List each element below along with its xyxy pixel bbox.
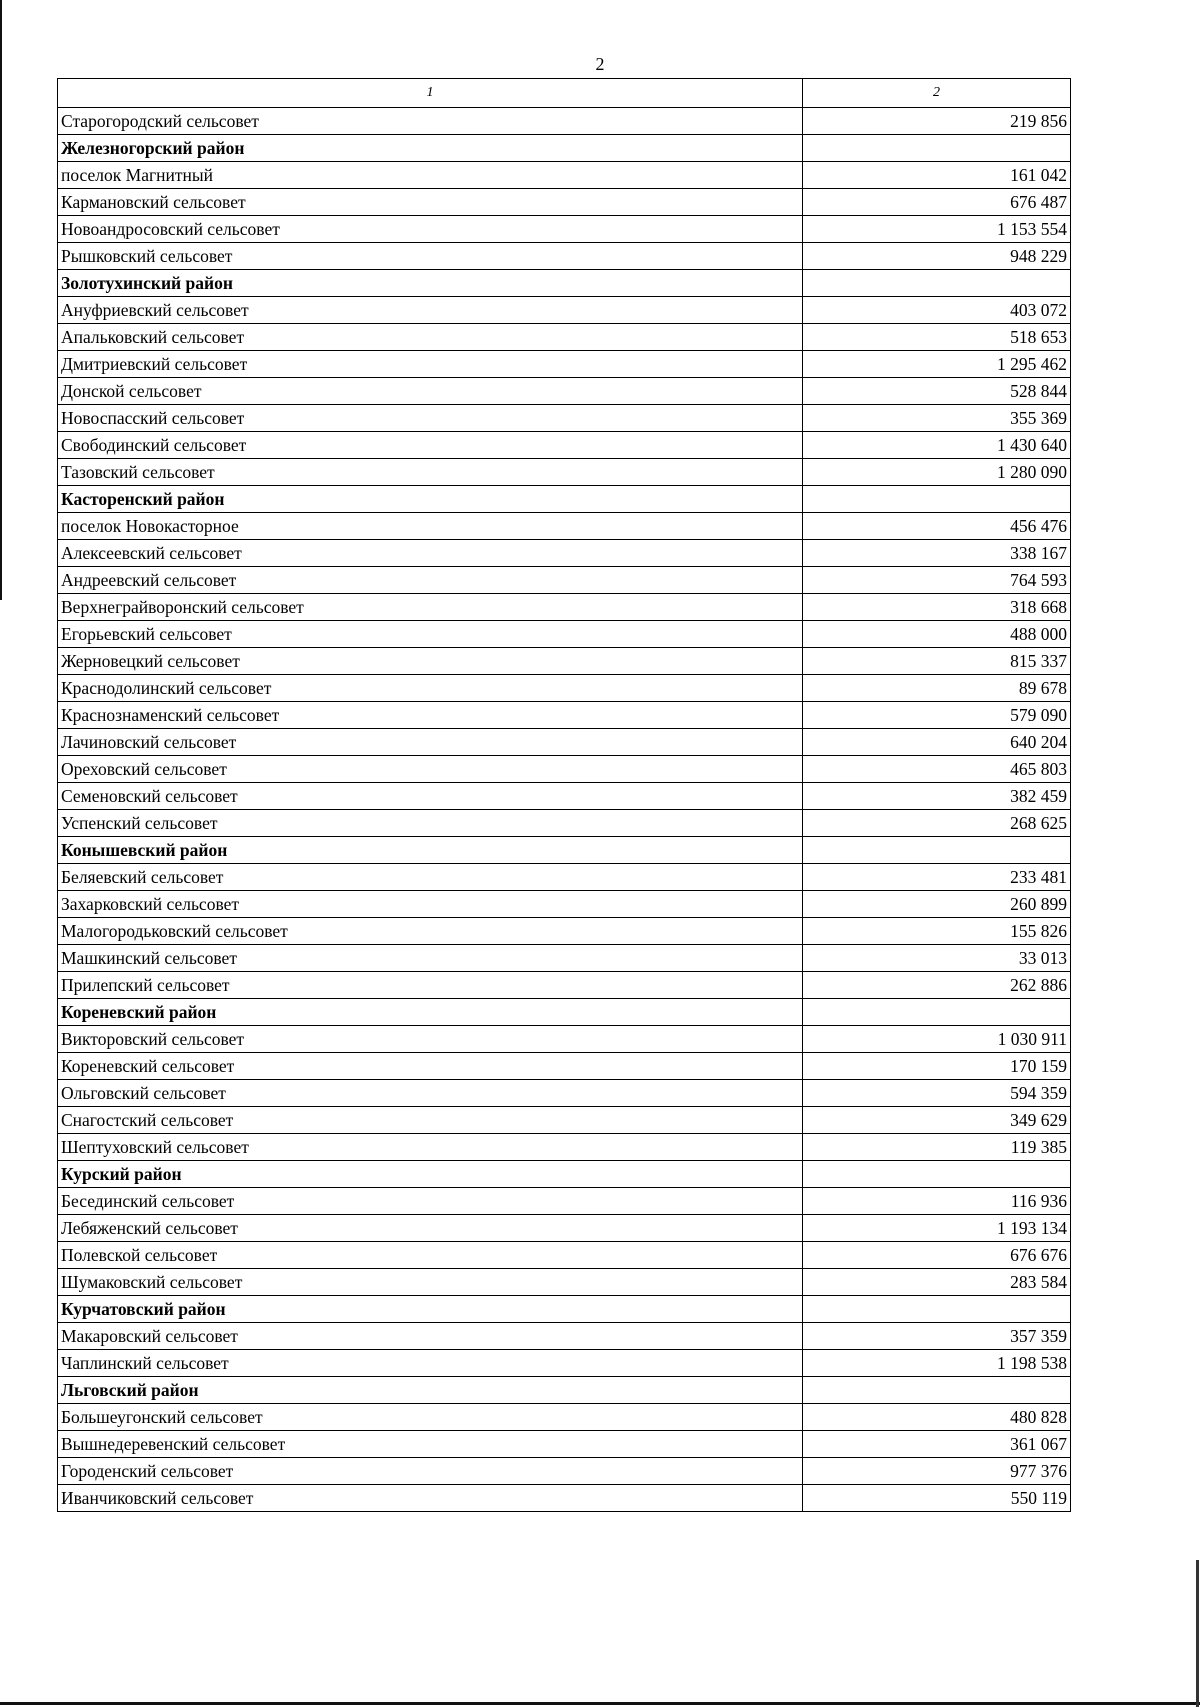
amount-cell: 349 629 bbox=[803, 1107, 1071, 1134]
amount-cell: 456 476 bbox=[803, 513, 1071, 540]
table-row bbox=[58, 729, 1071, 756]
amount-cell: 594 359 bbox=[803, 1080, 1071, 1107]
table-row bbox=[58, 324, 1071, 351]
amount-cell: 1 198 538 bbox=[803, 1350, 1071, 1377]
table-row bbox=[58, 594, 1071, 621]
district-name: Железногорский район bbox=[58, 135, 803, 162]
table-row bbox=[58, 1269, 1071, 1296]
amount-cell: 357 359 bbox=[803, 1323, 1071, 1350]
amount-cell bbox=[803, 837, 1071, 864]
table-row bbox=[58, 1350, 1071, 1377]
table-row bbox=[58, 621, 1071, 648]
table-row bbox=[58, 891, 1071, 918]
settlement-name: Старогородский сельсовет bbox=[58, 108, 803, 135]
settlement-name: поселок Магнитный bbox=[58, 162, 803, 189]
column-header-1: 1 bbox=[58, 79, 803, 108]
amount-cell: 318 668 bbox=[803, 594, 1071, 621]
amount-cell: 268 625 bbox=[803, 810, 1071, 837]
amount-cell bbox=[803, 1161, 1071, 1188]
table-row bbox=[58, 243, 1071, 270]
amount-cell: 1 430 640 bbox=[803, 432, 1071, 459]
settlement-name: Краснознаменский сельсовет bbox=[58, 702, 803, 729]
district-row bbox=[58, 1377, 1071, 1404]
settlement-name: Бесединский сельсовет bbox=[58, 1188, 803, 1215]
district-row bbox=[58, 486, 1071, 513]
amount-cell bbox=[803, 270, 1071, 297]
settlement-name: Городенский сельсовет bbox=[58, 1458, 803, 1485]
amount-cell: 1 280 090 bbox=[803, 459, 1071, 486]
amount-cell: 518 653 bbox=[803, 324, 1071, 351]
amount-cell: 116 936 bbox=[803, 1188, 1071, 1215]
settlement-name: Шумаковский сельсовет bbox=[58, 1269, 803, 1296]
table-body bbox=[58, 108, 1071, 1512]
settlement-name: Полевской сельсовет bbox=[58, 1242, 803, 1269]
budget-table bbox=[57, 78, 1071, 1512]
amount-cell bbox=[803, 135, 1071, 162]
district-row bbox=[58, 837, 1071, 864]
table-row bbox=[58, 648, 1071, 675]
amount-cell: 1 030 911 bbox=[803, 1026, 1071, 1053]
amount-cell: 361 067 bbox=[803, 1431, 1071, 1458]
settlement-name: Новоспасский сельсовет bbox=[58, 405, 803, 432]
amount-cell bbox=[803, 999, 1071, 1026]
table-row bbox=[58, 1134, 1071, 1161]
amount-cell: 465 803 bbox=[803, 756, 1071, 783]
settlement-name: Прилепский сельсовет bbox=[58, 972, 803, 999]
table-row bbox=[58, 1026, 1071, 1053]
amount-cell: 815 337 bbox=[803, 648, 1071, 675]
table-row bbox=[58, 972, 1071, 999]
amount-cell: 676 676 bbox=[803, 1242, 1071, 1269]
settlement-name: Рышковский сельсовет bbox=[58, 243, 803, 270]
amount-cell: 119 385 bbox=[803, 1134, 1071, 1161]
amount-cell: 640 204 bbox=[803, 729, 1071, 756]
settlement-name: поселок Новокасторное bbox=[58, 513, 803, 540]
amount-cell: 550 119 bbox=[803, 1485, 1071, 1512]
table-row bbox=[58, 513, 1071, 540]
district-name: Кореневский район bbox=[58, 999, 803, 1026]
settlement-name: Семеновский сельсовет bbox=[58, 783, 803, 810]
settlement-name: Ореховский сельсовет bbox=[58, 756, 803, 783]
amount-cell: 403 072 bbox=[803, 297, 1071, 324]
table-row bbox=[58, 297, 1071, 324]
settlement-name: Кармановский сельсовет bbox=[58, 189, 803, 216]
settlement-name: Алексеевский сельсовет bbox=[58, 540, 803, 567]
settlement-name: Краснодолинский сельсовет bbox=[58, 675, 803, 702]
settlement-name: Машкинский сельсовет bbox=[58, 945, 803, 972]
table-row bbox=[58, 1188, 1071, 1215]
amount-cell: 676 487 bbox=[803, 189, 1071, 216]
settlement-name: Егорьевский сельсовет bbox=[58, 621, 803, 648]
settlement-name: Донской сельсовет bbox=[58, 378, 803, 405]
settlement-name: Снагостский сельсовет bbox=[58, 1107, 803, 1134]
amount-cell: 161 042 bbox=[803, 162, 1071, 189]
settlement-name: Лебяженский сельсовет bbox=[58, 1215, 803, 1242]
district-name: Касторенский район bbox=[58, 486, 803, 513]
table-row bbox=[58, 108, 1071, 135]
settlement-name: Дмитриевский сельсовет bbox=[58, 351, 803, 378]
settlement-name: Жерновецкий сельсовет bbox=[58, 648, 803, 675]
table-row bbox=[58, 1080, 1071, 1107]
settlement-name: Макаровский сельсовет bbox=[58, 1323, 803, 1350]
amount-cell bbox=[803, 1377, 1071, 1404]
amount-cell: 355 369 bbox=[803, 405, 1071, 432]
settlement-name: Успенский сельсовет bbox=[58, 810, 803, 837]
settlement-name: Лачиновский сельсовет bbox=[58, 729, 803, 756]
settlement-name: Новоандросовский сельсовет bbox=[58, 216, 803, 243]
settlement-name: Кореневский сельсовет bbox=[58, 1053, 803, 1080]
amount-cell: 1 193 134 bbox=[803, 1215, 1071, 1242]
scan-left-edge bbox=[0, 0, 2, 600]
district-row bbox=[58, 1161, 1071, 1188]
amount-cell: 262 886 bbox=[803, 972, 1071, 999]
table-row bbox=[58, 1053, 1071, 1080]
settlement-name: Ольговский сельсовет bbox=[58, 1080, 803, 1107]
table-row bbox=[58, 1485, 1071, 1512]
table-row bbox=[58, 702, 1071, 729]
table-row bbox=[58, 1242, 1071, 1269]
amount-cell: 33 013 bbox=[803, 945, 1071, 972]
table-row bbox=[58, 918, 1071, 945]
scan-right-edge bbox=[1196, 1560, 1199, 1707]
table-row bbox=[58, 675, 1071, 702]
table-row bbox=[58, 405, 1071, 432]
settlement-name: Иванчиковский сельсовет bbox=[58, 1485, 803, 1512]
table-row bbox=[58, 1107, 1071, 1134]
table-row bbox=[58, 459, 1071, 486]
district-row bbox=[58, 270, 1071, 297]
table-row bbox=[58, 216, 1071, 243]
table-row bbox=[58, 1215, 1071, 1242]
settlement-name: Андреевский сельсовет bbox=[58, 567, 803, 594]
page-number: 2 bbox=[595, 54, 605, 74]
amount-cell: 155 826 bbox=[803, 918, 1071, 945]
settlement-name: Тазовский сельсовет bbox=[58, 459, 803, 486]
table-row bbox=[58, 756, 1071, 783]
amount-cell: 233 481 bbox=[803, 864, 1071, 891]
amount-cell: 338 167 bbox=[803, 540, 1071, 567]
table-row bbox=[58, 1323, 1071, 1350]
district-name: Курчатовский район bbox=[58, 1296, 803, 1323]
table-row bbox=[58, 783, 1071, 810]
settlement-name: Свободинский сельсовет bbox=[58, 432, 803, 459]
district-name: Льговский район bbox=[58, 1377, 803, 1404]
table-row bbox=[58, 351, 1071, 378]
settlement-name: Верхнеграйворонский сельсовет bbox=[58, 594, 803, 621]
table-row bbox=[58, 540, 1071, 567]
amount-cell: 480 828 bbox=[803, 1404, 1071, 1431]
district-row bbox=[58, 1296, 1071, 1323]
table-row bbox=[58, 162, 1071, 189]
scan-bottom-edge bbox=[0, 1702, 1200, 1705]
district-row bbox=[58, 999, 1071, 1026]
amount-cell bbox=[803, 1296, 1071, 1323]
table-row bbox=[58, 1431, 1071, 1458]
amount-cell: 579 090 bbox=[803, 702, 1071, 729]
amount-cell: 1 153 554 bbox=[803, 216, 1071, 243]
amount-cell: 283 584 bbox=[803, 1269, 1071, 1296]
table-row bbox=[58, 378, 1071, 405]
amount-cell bbox=[803, 486, 1071, 513]
district-name: Золотухинский район bbox=[58, 270, 803, 297]
amount-cell: 382 459 bbox=[803, 783, 1071, 810]
settlement-name: Малогородьковский сельсовет bbox=[58, 918, 803, 945]
table-row bbox=[58, 810, 1071, 837]
settlement-name: Вышнедеревенский сельсовет bbox=[58, 1431, 803, 1458]
amount-cell: 170 159 bbox=[803, 1053, 1071, 1080]
amount-cell: 764 593 bbox=[803, 567, 1071, 594]
district-row bbox=[58, 135, 1071, 162]
table-row bbox=[58, 1404, 1071, 1431]
amount-cell: 948 229 bbox=[803, 243, 1071, 270]
amount-cell: 260 899 bbox=[803, 891, 1071, 918]
table-row bbox=[58, 567, 1071, 594]
settlement-name: Шептуховский сельсовет bbox=[58, 1134, 803, 1161]
district-name: Курский район bbox=[58, 1161, 803, 1188]
settlement-name: Захарковский сельсовет bbox=[58, 891, 803, 918]
amount-cell: 528 844 bbox=[803, 378, 1071, 405]
table-row bbox=[58, 1458, 1071, 1485]
table-row bbox=[58, 864, 1071, 891]
amount-cell: 488 000 bbox=[803, 621, 1071, 648]
settlement-name: Чаплинский сельсовет bbox=[58, 1350, 803, 1377]
column-header-2: 2 bbox=[803, 79, 1071, 108]
table-row bbox=[58, 945, 1071, 972]
settlement-name: Большеугонский сельсовет bbox=[58, 1404, 803, 1431]
settlement-name: Апальковский сельсовет bbox=[58, 324, 803, 351]
table-row bbox=[58, 189, 1071, 216]
table-header-row bbox=[58, 79, 1071, 108]
settlement-name: Викторовский сельсовет bbox=[58, 1026, 803, 1053]
amount-cell: 89 678 bbox=[803, 675, 1071, 702]
amount-cell: 1 295 462 bbox=[803, 351, 1071, 378]
table-row bbox=[58, 432, 1071, 459]
settlement-name: Беляевский сельсовет bbox=[58, 864, 803, 891]
district-name: Конышевский район bbox=[58, 837, 803, 864]
settlement-name: Ануфриевский сельсовет bbox=[58, 297, 803, 324]
amount-cell: 977 376 bbox=[803, 1458, 1071, 1485]
amount-cell: 219 856 bbox=[803, 108, 1071, 135]
